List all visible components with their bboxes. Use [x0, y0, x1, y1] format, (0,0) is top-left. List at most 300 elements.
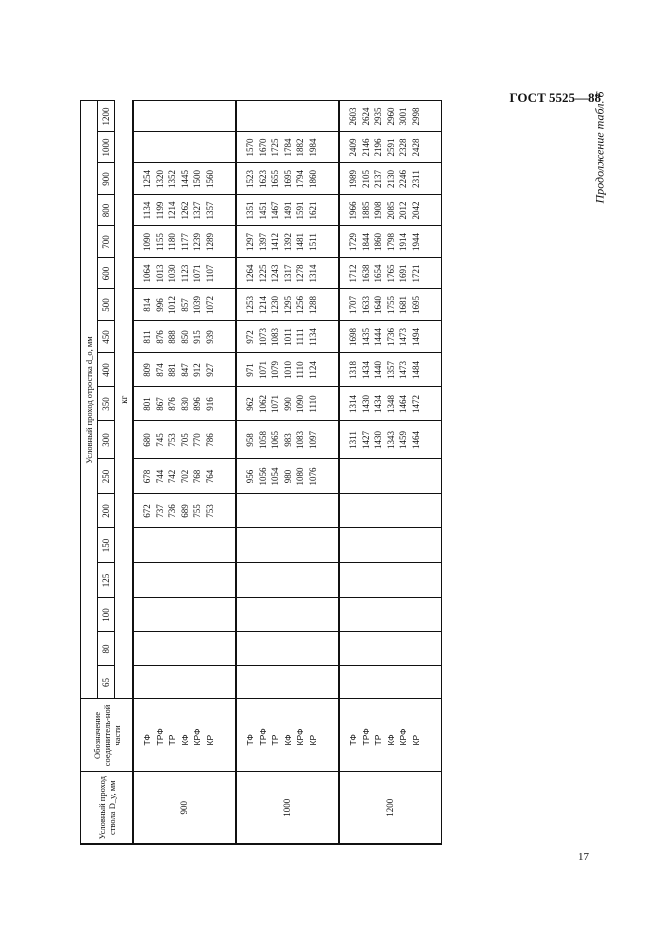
mass-cell [339, 387, 442, 421]
mass-cell [236, 258, 339, 289]
mass-value: 876 [167, 397, 178, 411]
mass-cell [133, 632, 236, 666]
standard-number: ГОСТ 5525—88 [509, 90, 601, 105]
mass-value: 2960 [385, 107, 396, 126]
branch-size-header: 1000 [98, 132, 115, 163]
mass-value: 1434 [373, 395, 384, 413]
mass-value: 958 [245, 433, 255, 447]
mass-value: 1707 [348, 296, 358, 314]
mass-cell [339, 421, 442, 459]
mass-value: 867 [154, 397, 165, 411]
mass-cell [339, 289, 442, 321]
mass-value: 1314 [307, 264, 318, 283]
mass-value: 1110 [295, 361, 306, 379]
weights-table [80, 101, 442, 846]
mass-value: 1484 [410, 361, 421, 379]
mass-value: 1392 [282, 233, 293, 251]
mass-value: 847 [179, 363, 190, 377]
mass-value: 1698 [348, 328, 358, 346]
mass-value: 2042 [410, 201, 421, 220]
mass-value: 1885 [360, 201, 371, 220]
mass-cell [133, 598, 236, 632]
designation: ТР [270, 734, 281, 746]
mass-value: 1784 [282, 138, 293, 157]
mass-value: 702 [179, 469, 190, 484]
mass-cell [339, 353, 442, 387]
mass-cell [133, 163, 236, 195]
designation: ТФ [142, 734, 152, 746]
mass-value: 1320 [154, 170, 165, 188]
mass-value: 1214 [257, 296, 268, 314]
dy-header: Условный проход ствола D_у, мм [81, 772, 134, 844]
mass-value: 962 [245, 397, 255, 411]
table-row-block [133, 101, 236, 844]
mass-value: 742 [167, 469, 178, 484]
mass-value: 1440 [373, 361, 384, 379]
mass-value: 876 [154, 330, 165, 344]
mass-value: 1655 [270, 170, 281, 188]
mass-value: 1295 [282, 296, 293, 314]
mass-cell [236, 563, 339, 598]
mass-value: 1467 [270, 201, 281, 220]
mass-value: 1090 [142, 233, 152, 251]
designation: ТР [167, 734, 178, 746]
mass-cell [339, 163, 442, 195]
mass-value: 1056 [257, 467, 268, 486]
mass-cell [133, 459, 236, 494]
designation: ТФ [348, 734, 358, 746]
mass-value: 1860 [373, 233, 384, 251]
mass-value: 745 [154, 433, 165, 447]
mass-cell [133, 258, 236, 289]
mass-value: 2328 [398, 138, 409, 157]
mass-cell [133, 387, 236, 421]
mass-value: 786 [204, 433, 215, 447]
mass-value: 1798 [385, 233, 396, 251]
designations-cell [133, 699, 236, 772]
header-row [81, 101, 98, 844]
mass-value: 1523 [245, 170, 255, 188]
mass-value: 1591 [295, 201, 306, 220]
designation: ТФ [245, 734, 255, 746]
mass-value: 1560 [204, 170, 215, 188]
mass-value: 1691 [398, 264, 409, 283]
designation: КР [204, 734, 215, 746]
mass-value: 1058 [257, 431, 268, 449]
branch-size-header: 450 [98, 321, 115, 353]
branch-size-header: 125 [98, 563, 115, 598]
mass-cell [339, 101, 442, 132]
mass-cell [236, 459, 339, 494]
mass-cell [236, 666, 339, 699]
mass-value: 1434 [360, 361, 371, 379]
mass-value: 1430 [373, 431, 384, 449]
mass-value: 1412 [270, 233, 281, 251]
mass-value: 1570 [245, 138, 255, 157]
mass-cell [339, 459, 442, 494]
mass-value: 755 [192, 504, 203, 518]
mass-value: 1289 [204, 233, 215, 251]
mass-value: 1177 [179, 233, 190, 251]
mass-value: 1473 [398, 328, 409, 346]
mass-value: 2105 [360, 170, 371, 188]
mass-value: 1134 [307, 328, 318, 346]
mass-cell [236, 353, 339, 387]
mass-value: 1481 [295, 233, 306, 251]
mass-value: 1297 [245, 233, 255, 251]
mass-value: 1464 [398, 395, 409, 413]
mass-value: 814 [142, 298, 152, 312]
mass-value: 983 [282, 433, 293, 447]
mass-value: 1397 [257, 233, 268, 251]
mass-cell [236, 528, 339, 563]
mass-value: 1989 [348, 170, 358, 188]
branch-size-header: 80 [98, 632, 115, 666]
mass-value: 1239 [192, 233, 203, 251]
mass-value: 927 [204, 363, 215, 377]
mass-value: 2085 [385, 201, 396, 220]
mass-cell [133, 528, 236, 563]
mass-cell [236, 632, 339, 666]
mass-value: 1262 [179, 201, 190, 220]
mass-value: 1012 [167, 296, 178, 314]
mass-value: 1459 [398, 431, 409, 449]
mass-cell [236, 101, 339, 132]
mass-value: 1343 [385, 431, 396, 449]
mass-cell [339, 632, 442, 666]
mass-value: 888 [167, 330, 178, 344]
mass-cell [133, 353, 236, 387]
branch-size-header: 700 [98, 226, 115, 258]
mass-value: 980 [282, 469, 293, 484]
designation: КРФ [295, 728, 306, 746]
designation: КФ [179, 734, 190, 746]
mass-cell [339, 598, 442, 632]
mass-value: 1110 [307, 395, 318, 413]
mass-value: 1010 [282, 361, 293, 379]
mass-cell [133, 494, 236, 528]
mass-value: 1966 [348, 201, 358, 220]
mass-value: 1944 [410, 233, 421, 251]
mass-value: 1755 [385, 296, 396, 314]
mass-value: 753 [204, 504, 215, 518]
mass-cell [236, 226, 339, 258]
mass-value: 1288 [307, 296, 318, 314]
mass-value: 1311 [348, 431, 358, 449]
mass-value: 1736 [385, 328, 396, 346]
designation: ТРФ [257, 728, 268, 746]
mass-value: 1984 [307, 138, 318, 157]
mass-value: 2130 [385, 170, 396, 188]
branch-size-header: 500 [98, 289, 115, 321]
mass-value: 1065 [270, 431, 281, 449]
mass-value: 1494 [410, 328, 421, 346]
table-row-block [339, 101, 442, 844]
mass-value: 1473 [398, 361, 409, 379]
mass-cell [133, 666, 236, 699]
mass-value: 1729 [348, 233, 358, 251]
mass-value: 2935 [373, 107, 384, 126]
mass-cell [236, 289, 339, 321]
mass-value: 1278 [295, 264, 306, 283]
mass-value: 2409 [348, 138, 358, 157]
dy-value: 1200 [339, 772, 442, 844]
mass-value: 1073 [257, 328, 268, 346]
mass-value: 1633 [360, 296, 371, 314]
mass-value: 811 [142, 330, 152, 344]
designation: КРФ [398, 728, 409, 746]
branch-size-header: 400 [98, 353, 115, 387]
mass-value: 2624 [360, 107, 371, 126]
mass-value: 2137 [373, 170, 384, 188]
mass-value: 1225 [257, 264, 268, 283]
mass-value: 1695 [410, 296, 421, 314]
mass-value: 1464 [410, 431, 421, 449]
mass-cell [133, 421, 236, 459]
mass-value: 915 [192, 330, 203, 344]
mass-value: 971 [245, 363, 255, 377]
mass-value: 857 [179, 298, 190, 312]
mass-value: 972 [245, 330, 255, 344]
mass-value: 1444 [373, 328, 384, 346]
mass-value: 768 [192, 469, 203, 484]
mass-value: 2246 [398, 170, 409, 188]
mass-value: 801 [142, 397, 152, 411]
mass-cell [339, 563, 442, 598]
mass-value: 1083 [270, 328, 281, 346]
mass-value: 1071 [257, 361, 268, 379]
mass-cell [133, 226, 236, 258]
mass-value: 744 [154, 469, 165, 484]
mass-value: 1011 [282, 328, 293, 346]
mass-value: 809 [142, 363, 152, 377]
mass-value: 1511 [307, 233, 318, 251]
mass-value: 896 [192, 397, 203, 411]
mass-value: 1180 [167, 233, 178, 251]
designation: ТР [373, 734, 384, 746]
mass-value: 1039 [192, 296, 203, 314]
mass-value: 2146 [360, 138, 371, 157]
designation: КР [410, 734, 421, 746]
branch-size-header: 350 [98, 387, 115, 421]
mass-value: 1030 [167, 264, 178, 283]
mass-value: 1062 [257, 395, 268, 413]
rotated-table-container [80, 100, 427, 845]
designation: КФ [385, 734, 396, 746]
mass-value: 1621 [307, 201, 318, 220]
mass-value: 1254 [142, 170, 152, 188]
designation: ТРФ [360, 728, 371, 746]
mass-value: 1725 [270, 138, 281, 157]
mass-cell [236, 321, 339, 353]
mass-value: 1123 [179, 264, 190, 283]
mass-value: 1844 [360, 233, 371, 251]
mass-value: 1064 [142, 264, 152, 283]
mass-value: 1124 [307, 361, 318, 379]
mass-value: 1638 [360, 264, 371, 283]
mass-value: 1097 [307, 431, 318, 449]
mass-cell [236, 163, 339, 195]
mass-value: 2012 [398, 201, 409, 220]
designation: КРФ [192, 728, 203, 746]
mass-value: 1670 [257, 138, 268, 157]
mass-value: 1111 [295, 328, 306, 346]
branch-size-header: 600 [98, 258, 115, 289]
mass-value: 912 [192, 363, 203, 377]
mass-cell [133, 195, 236, 226]
mass-value: 2998 [410, 107, 421, 126]
mass-value: 1253 [245, 296, 255, 314]
mass-value: 1451 [257, 201, 268, 220]
mass-value: 1500 [192, 170, 203, 188]
mass-value: 1327 [192, 201, 203, 220]
mass-value: 1243 [270, 264, 281, 283]
mass-value: 1491 [282, 201, 293, 220]
mass-value: 689 [179, 504, 190, 518]
mass-value: 1914 [398, 233, 409, 251]
designation: КР [307, 734, 318, 746]
mass-value: 939 [204, 330, 215, 344]
mass-value: 1199 [154, 201, 165, 220]
mass-value: 1214 [167, 201, 178, 220]
mass-value: 1013 [154, 264, 165, 283]
mass-value: 990 [282, 397, 293, 411]
mass-cell [133, 563, 236, 598]
mass-value: 737 [154, 504, 165, 518]
mass-value: 1317 [282, 264, 293, 283]
mass-value: 1445 [179, 170, 190, 188]
mass-cell [133, 132, 236, 163]
mass-value: 1090 [295, 395, 306, 413]
mass-value: 1623 [257, 170, 268, 188]
mass-value: 2311 [410, 170, 421, 188]
branch-size-header: 200 [98, 494, 115, 528]
mass-cell [236, 421, 339, 459]
mass-value: 1348 [385, 395, 396, 413]
branch-size-header: 250 [98, 459, 115, 494]
mass-value: 1155 [154, 233, 165, 251]
mass-value: 1794 [295, 170, 306, 188]
mass-value: 996 [154, 298, 165, 312]
mass-cell [133, 289, 236, 321]
mass-value: 2428 [410, 138, 421, 157]
mass-value: 678 [142, 469, 152, 484]
dy-value: 900 [133, 772, 236, 844]
mass-value: 1107 [204, 264, 215, 283]
mass-value: 1079 [270, 361, 281, 379]
mass-value: 1721 [410, 264, 421, 283]
table-caption: Продолжение табл. 6 [592, 91, 607, 204]
mass-value: 764 [204, 469, 215, 484]
branch-size-header: 1200 [98, 101, 115, 132]
mass-cell [236, 132, 339, 163]
mass-value: 3001 [398, 107, 409, 126]
mass-cell [133, 321, 236, 353]
mass-cell [236, 387, 339, 421]
mass-value: 1472 [410, 395, 421, 413]
branch-header: Условный проход отростка d_о, мм [81, 101, 98, 699]
mass-value: 1318 [348, 361, 358, 379]
mass-value: 1860 [307, 170, 318, 188]
mass-value: 1083 [295, 431, 306, 449]
mass-value: 850 [179, 330, 190, 344]
mass-value: 881 [167, 363, 178, 377]
mass-value: 1071 [270, 395, 281, 413]
mass-value: 736 [167, 504, 178, 518]
dy-value: 1000 [236, 772, 339, 844]
mass-cell [133, 101, 236, 132]
mass-cell [339, 226, 442, 258]
designations-cell [339, 699, 442, 772]
mass-cell [339, 321, 442, 353]
mass-value: 672 [142, 504, 152, 518]
unit-label: кг [115, 101, 134, 699]
mass-value: 2196 [373, 138, 384, 157]
mass-value: 1882 [295, 138, 306, 157]
mass-value: 1712 [348, 264, 358, 283]
mass-value: 1071 [192, 264, 203, 283]
mass-value: 1314 [348, 395, 358, 413]
mass-value: 1427 [360, 431, 371, 449]
mass-value: 1230 [270, 296, 281, 314]
branch-size-header: 800 [98, 195, 115, 226]
mass-value: 1351 [245, 201, 255, 220]
mass-value: 1134 [142, 201, 152, 220]
mass-value: 1695 [282, 170, 293, 188]
branch-size-header: 300 [98, 421, 115, 459]
mass-cell [339, 258, 442, 289]
branch-size-header: 900 [98, 163, 115, 195]
mass-value: 1654 [373, 264, 384, 283]
mass-value: 1080 [295, 467, 306, 486]
table-row-block [236, 101, 339, 844]
mass-value: 916 [204, 397, 215, 411]
mass-value: 705 [179, 433, 190, 447]
designation: КФ [282, 734, 293, 746]
mass-value: 830 [179, 397, 190, 411]
mass-cell [339, 195, 442, 226]
mass-value: 874 [154, 363, 165, 377]
mass-cell [339, 666, 442, 699]
mass-value: 1765 [385, 264, 396, 283]
mass-cell [339, 494, 442, 528]
mass-value: 1072 [204, 296, 215, 314]
mass-value: 1352 [167, 170, 178, 188]
mass-value: 1681 [398, 296, 409, 314]
mass-value: 1908 [373, 201, 384, 220]
mass-value: 956 [245, 469, 255, 484]
mass-cell [339, 132, 442, 163]
mass-value: 680 [142, 433, 152, 447]
mass-cell [339, 528, 442, 563]
mass-value: 1264 [245, 264, 255, 283]
designation-header: Обозначение соединитель-ной части [81, 699, 134, 772]
mass-value: 770 [192, 433, 203, 447]
mass-value: 1357 [385, 361, 396, 379]
mass-value: 1640 [373, 296, 384, 314]
mass-cell [236, 598, 339, 632]
mass-value: 2603 [348, 107, 358, 126]
branch-size-header: 150 [98, 528, 115, 563]
mass-value: 1357 [204, 201, 215, 220]
mass-cell [236, 195, 339, 226]
page-number: 17 [578, 851, 589, 863]
mass-value: 2591 [385, 138, 396, 157]
mass-value: 1054 [270, 467, 281, 486]
branch-size-header: 100 [98, 598, 115, 632]
mass-cell [236, 494, 339, 528]
mass-value: 1430 [360, 395, 371, 413]
